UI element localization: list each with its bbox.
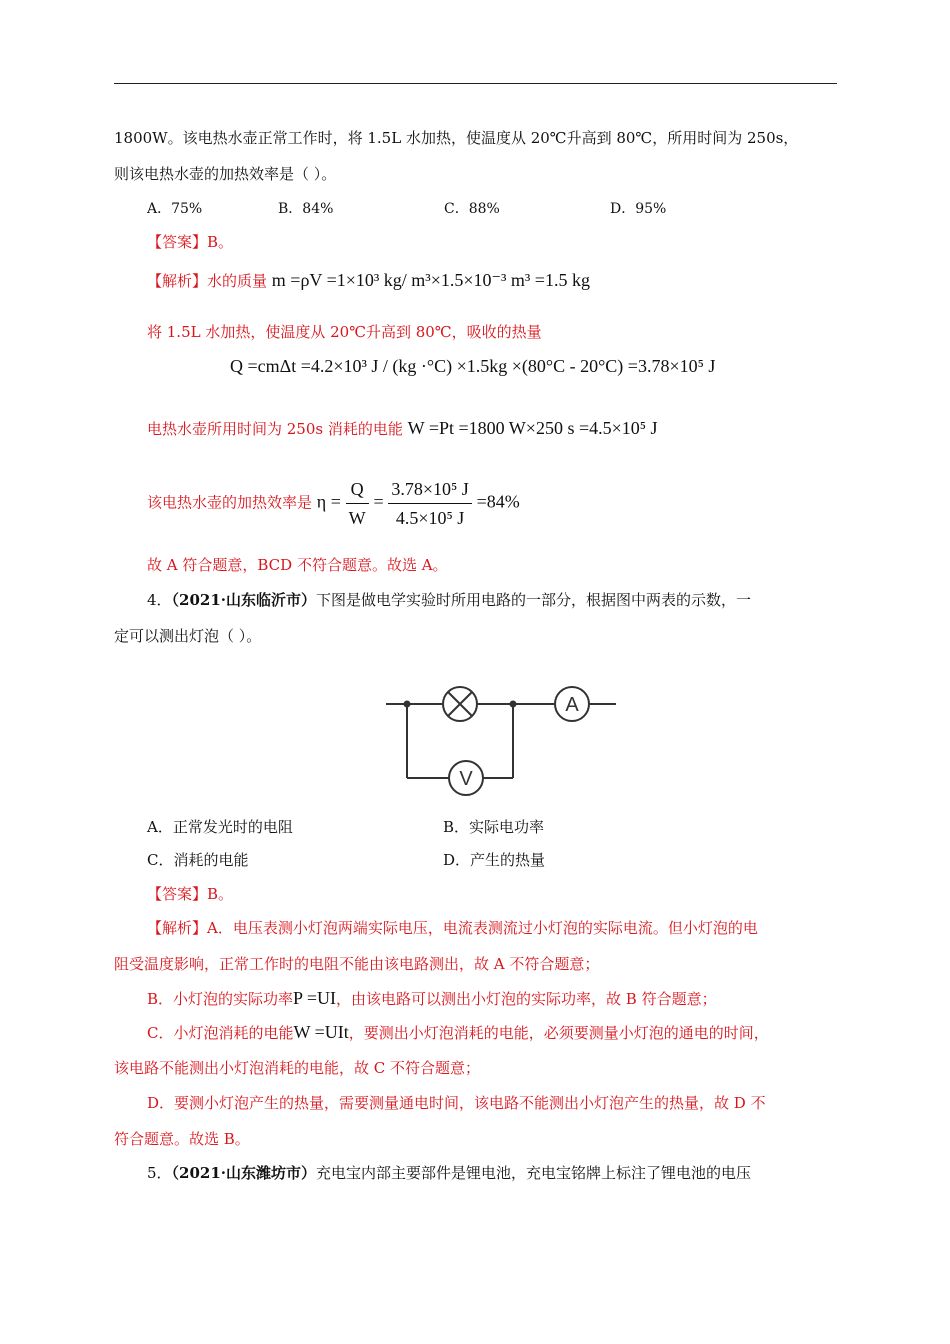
p3-eff-text: 该电热水壶的加热效率是 <box>147 493 313 512</box>
p3-answer: 【答案】B。 <box>147 233 234 251</box>
p4-analysis-a2: 阻受温度影响，正常工作时的电阻不能由该电路测出，故 A 不符合题意； <box>114 955 600 973</box>
voltmeter-label: V <box>459 768 473 790</box>
eq-eff-frac2: $\frac{\text{3.78×10⁵ J}}{\text{4.5×10⁵ J}}$ <box>388 476 471 531</box>
p5-number: 5． <box>147 1164 172 1182</box>
junction-right <box>510 701 517 708</box>
eq-electric-energy: W =UIt <box>293 1022 349 1042</box>
p4-analysis-d2: 符合题意。故选 B。 <box>114 1130 250 1148</box>
p4-analysis-c2: 该电路不能测出小灯泡消耗的电能，故 C 不符合题意； <box>114 1059 481 1077</box>
circuit-diagram <box>380 680 620 800</box>
p3-analysis-label: 【解析】水的质量 <box>147 272 268 290</box>
eq-eff-frac1: $\frac{Q}{W}$ <box>346 476 369 531</box>
p4-option-d: D．产生的热量 <box>443 851 546 869</box>
eq-energy: W =Pt =1800 W×250 s =4.5×10⁵ J <box>407 418 658 438</box>
p4-stem-line2: 定可以测出灯泡（ ）。 <box>114 627 262 645</box>
p3-option-c: C．88% <box>444 201 500 217</box>
p3-energy-line <box>147 418 658 439</box>
p5-stem-line1 <box>147 1163 751 1183</box>
p3-stem-line2: 则该电热水壶的加热效率是（ ）。 <box>114 165 337 183</box>
p3-option-a: A．75% <box>147 201 203 217</box>
p4-analysis-c: C．小灯泡消耗的电能W =UIt，要测出小灯泡消耗的电能，必须要测量小灯泡的通电的时间， <box>147 1022 769 1042</box>
eq-heat: Q =cmΔt =4.2×10³ J / (kg ·°C) ×1.5kg ×(80°C - 20°C) =3.78×10⁵ J <box>230 356 716 376</box>
p4-stem-text: 下图是做电学实验时所用电路的一部分，根据图中两表的示数，一 <box>316 591 752 609</box>
p4-option-b: B．实际电功率 <box>443 818 545 836</box>
p4-source: （2021·山东临沂市） <box>171 591 317 609</box>
eq-mass: m =ρV =1×10³ kg/ m³×1.5×10⁻³ m³ =1.5 kg <box>271 270 590 290</box>
p5-stem-text: 充电宝内部主要部件是锂电池，充电宝铭牌上标注了锂电池的电压 <box>316 1164 752 1182</box>
p3-option-b: B．84% <box>278 201 334 217</box>
p4-analysis-d1: D．要测小灯泡产生的热量，需要测量通电时间，该电路不能测出小灯泡产生的热量，故 D 不 <box>147 1094 766 1112</box>
ammeter-label: A <box>565 694 579 716</box>
eq-power: P =UI <box>293 988 337 1008</box>
p4-stem-line1 <box>147 590 751 610</box>
p3-energy-text: 电热水壶所用时间为 250s 消耗的电能 <box>147 420 403 438</box>
p4-analysis-b: B．小灯泡的实际功率P =UI，由该电路可以测出小灯泡的实际功率，故 B 符合题意； <box>147 988 717 1008</box>
p4-answer: 【答案】B。 <box>147 885 234 903</box>
p3-heat-text: 将 1.5L 水加热，使温度从 20℃升高到 80℃，吸收的热量 <box>147 323 542 341</box>
p3-conclusion: 故 A 符合题意，BCD 不符合题意。故选 A。 <box>147 556 448 574</box>
p5-source: （2021·山东潍坊市） <box>171 1164 317 1182</box>
p4-analysis-a1: 【解析】A．电压表测小灯泡两端实际电压，电流表测流过小灯泡的实际电流。但小灯泡的电 <box>147 919 758 937</box>
p4-option-c: C．消耗的电能 <box>147 851 249 869</box>
p4-number: 4． <box>147 591 172 609</box>
p3-analysis-mass <box>147 270 590 291</box>
p3-stem-line1: 1800W。该电热水壶正常工作时，将 1.5L 水加热，使温度从 20℃升高到 80℃，所用时间为 250s， <box>114 129 799 147</box>
eq-eff-left: η = <box>316 491 341 512</box>
junction-left <box>404 701 411 708</box>
p3-option-d: D．95% <box>610 201 667 217</box>
p4-option-a: A．正常发光时的电阻 <box>147 818 293 836</box>
eq-eff-result: =84% <box>476 491 520 512</box>
p3-eff-line: 该电热水壶的加热效率是 η = $\frac{Q}{W}$ = $\frac{\text{3.78×10⁵ J}}{\text{4.5×10⁵ J}}$ =84% <box>147 476 520 531</box>
header-rule <box>114 83 837 84</box>
